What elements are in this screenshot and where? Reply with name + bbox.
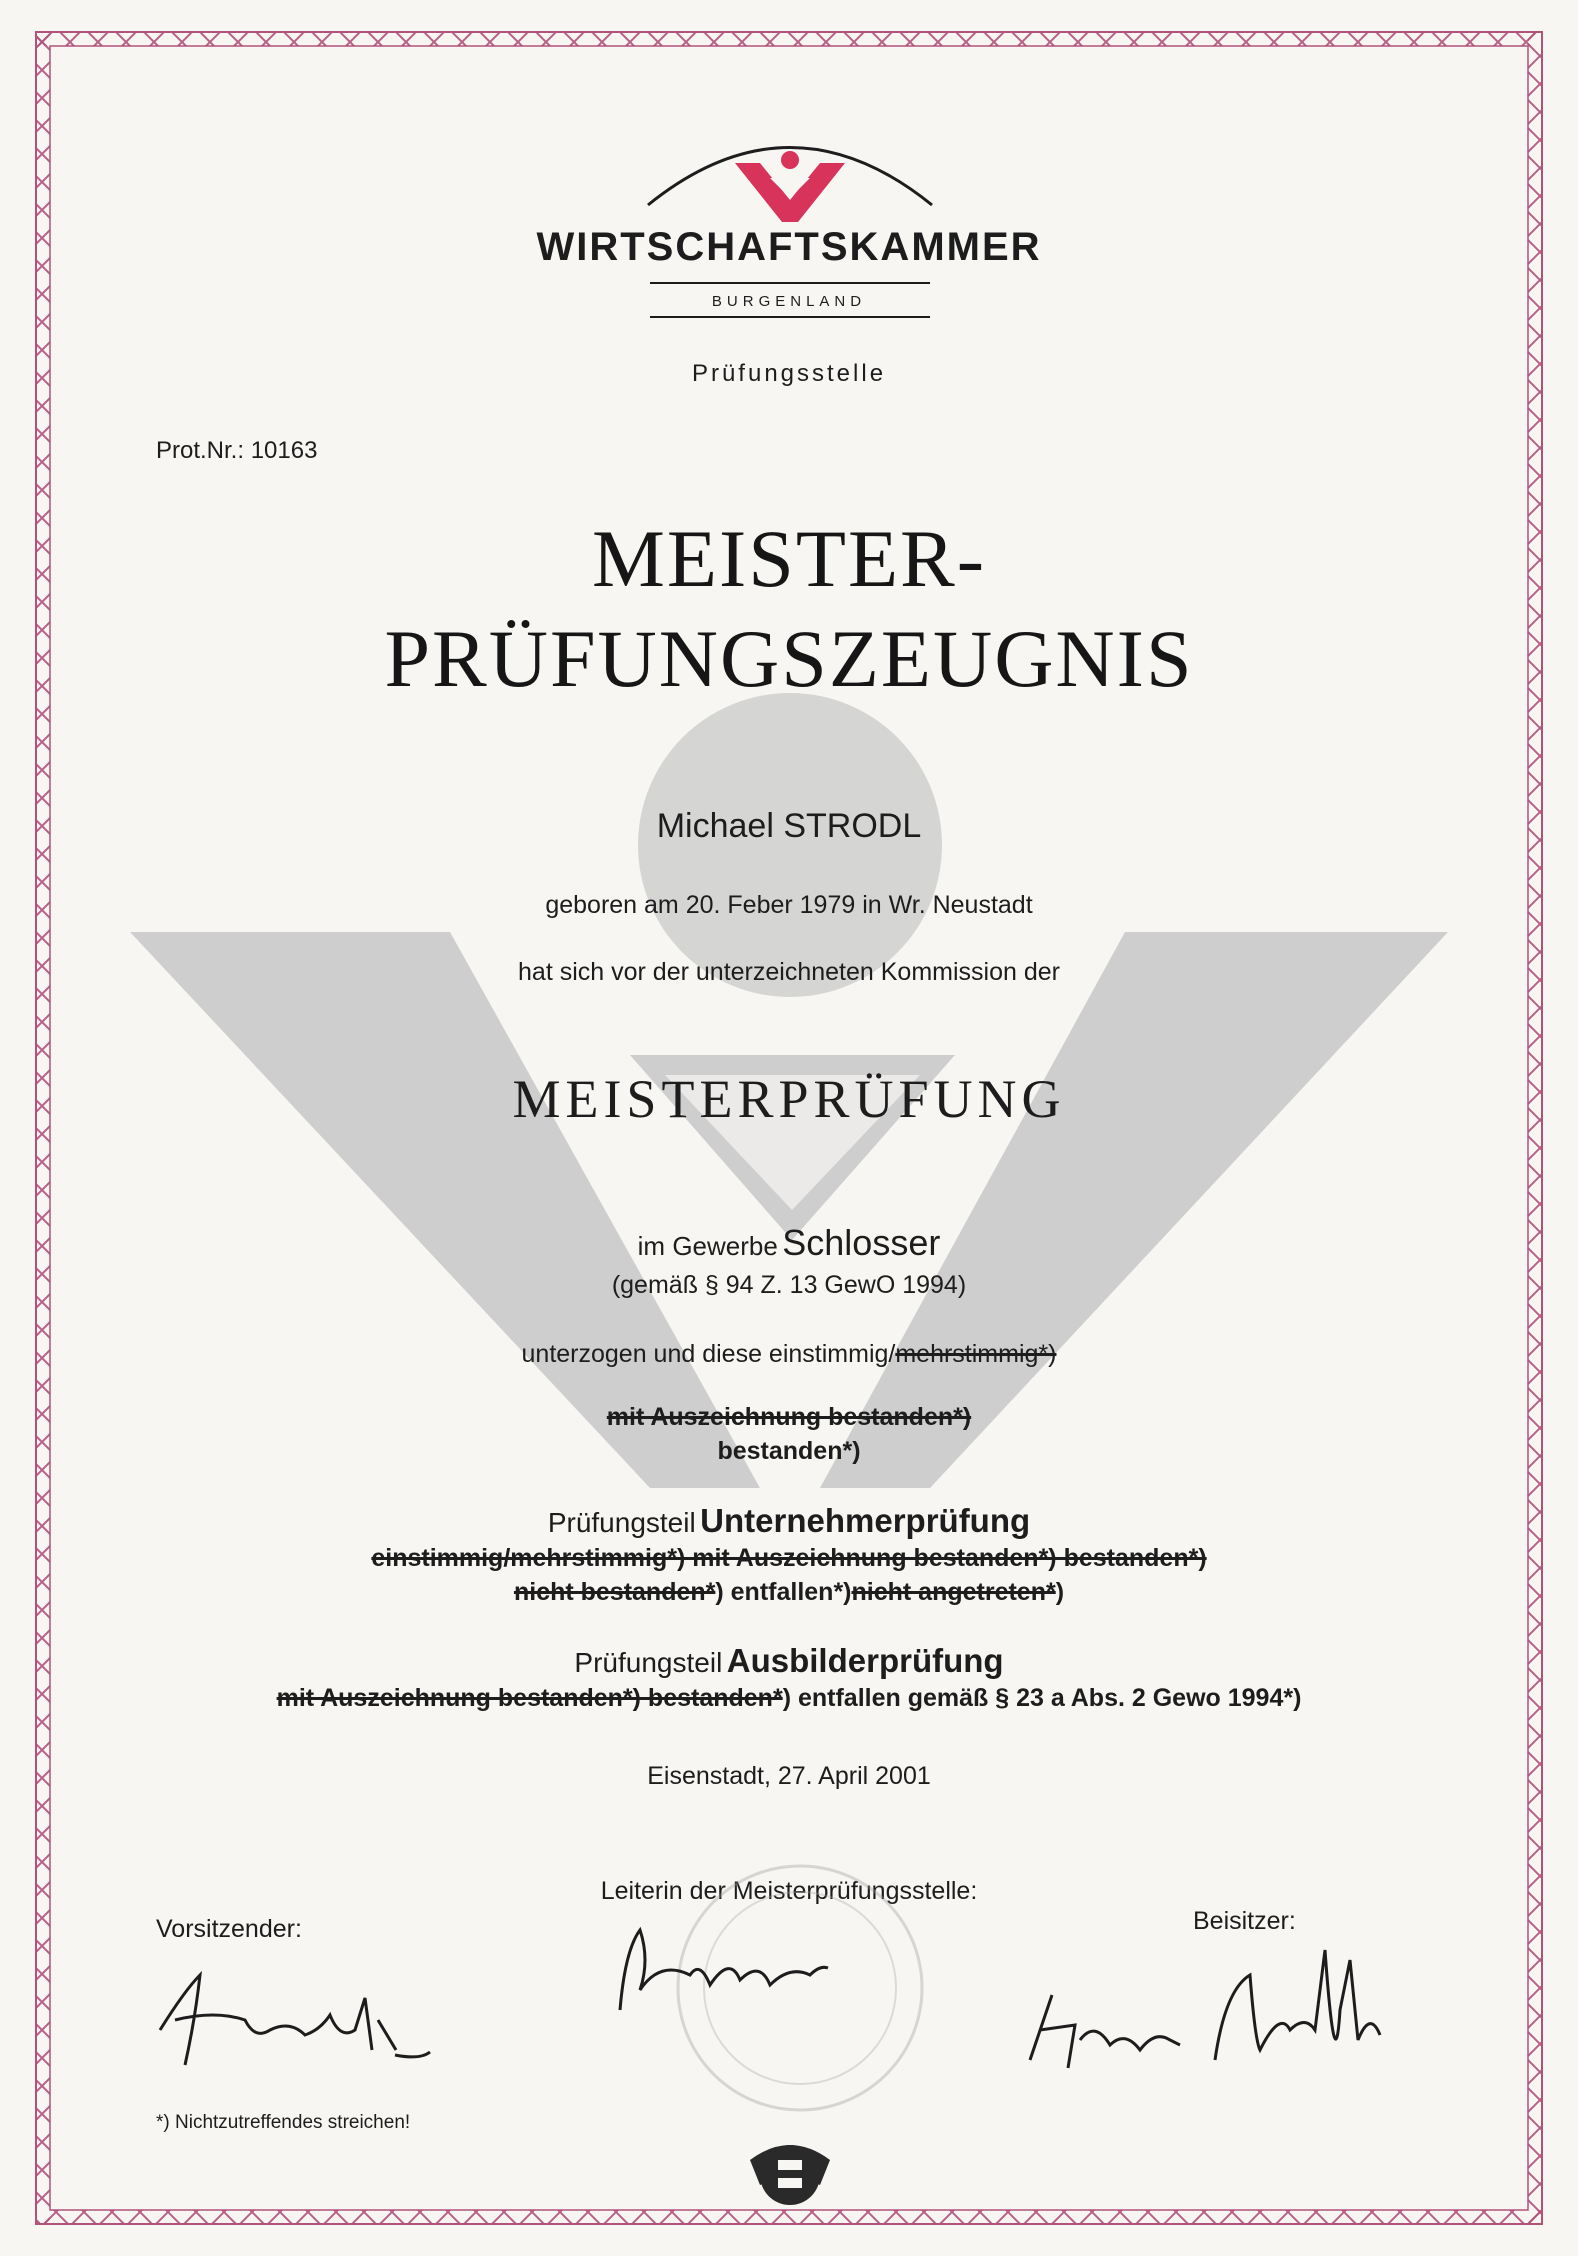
business-part-text: ) entfallen*) — [715, 1578, 852, 1606]
commission-line: hat sich vor der unterzeichneten Kommission der — [518, 958, 1060, 986]
footnote: *) Nichtzutreffendes streichen! — [156, 2112, 411, 2133]
office-label: Prüfungsstelle — [691, 360, 887, 387]
business-part-struck-a: nicht bestanden* — [513, 1578, 716, 1606]
trainer-part-name: Ausbilderprüfung — [726, 1642, 1004, 1679]
assessor-signature-label: Beisitzer: — [1193, 1907, 1296, 1935]
candidate-name: Michael STRODL — [656, 807, 922, 845]
trainer-part-text: ) entfallen gemäß § 23 a Abs. 2 Gewo 1994*) — [782, 1684, 1302, 1712]
trainer-part-struck: mit Auszeichnung bestanden*) bestanden* — [276, 1684, 783, 1712]
legal-basis: (gemäß § 94 Z. 13 GewO 1994) — [611, 1271, 967, 1299]
birth-info: geboren am 20. Feber 1979 in Wr. Neustadt — [545, 891, 1033, 919]
exam-name: MEISTERPRÜFUNG — [512, 1069, 1066, 1129]
chair-signature — [160, 1975, 430, 2065]
protocol-number: Prot.Nr.: 10163 — [156, 437, 318, 464]
passed-line: bestanden*) — [717, 1437, 861, 1465]
business-part-struck-b: nicht angetreten* — [851, 1578, 1056, 1606]
head-signature — [620, 1930, 828, 2010]
chair-signature-label: Vorsitzender: — [156, 1915, 302, 1943]
trainer-part-prefix: Prüfungsteil — [574, 1647, 723, 1678]
trade-prefix: im Gewerbe — [637, 1231, 778, 1261]
title-line-2: PRÜFUNGSZEUGNIS — [384, 613, 1194, 704]
trade-name: Schlosser — [782, 1222, 941, 1263]
head-signature-label: Leiterin der Meisterprüfungsstelle: — [600, 1877, 978, 1905]
business-part-line1: einstimmig/mehrstimmig*) mit Auszeichnung bestanden*) bestanden*) — [371, 1544, 1207, 1572]
result-prefix: unterzogen und diese einstimmig/ — [521, 1340, 896, 1368]
title-line-1: MEISTER- — [591, 513, 987, 604]
business-part-end: ) — [1055, 1578, 1065, 1606]
result-struck: mehrstimmig*) — [895, 1340, 1057, 1368]
business-part-prefix: Prüfungsteil — [547, 1507, 696, 1538]
place-date: Eisenstadt, 27. April 2001 — [647, 1762, 931, 1790]
dry-seal — [678, 1866, 922, 2110]
assessor-signature — [1030, 1950, 1380, 2068]
business-part-name: Unternehmerprüfung — [700, 1502, 1031, 1539]
distinction-struck: mit Auszeichnung bestanden*) — [606, 1403, 972, 1431]
org-region: BURGENLAND — [711, 293, 867, 310]
org-name: WIRTSCHAFTSKAMMER — [536, 225, 1042, 269]
austrian-eagle-seal — [750, 2145, 830, 2205]
